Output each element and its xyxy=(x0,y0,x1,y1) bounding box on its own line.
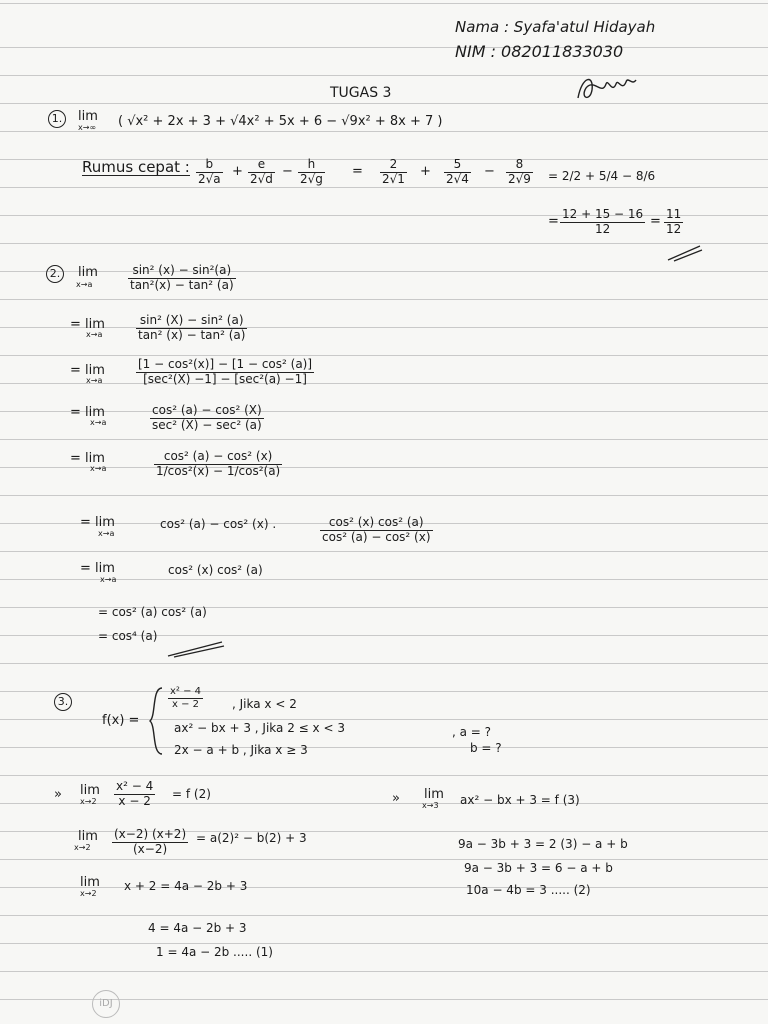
eq-1: 4 = 4a − 2b + 3 xyxy=(148,921,247,935)
step-4: cos² (a) − cos² (X) sec² (X) − sec² (a) xyxy=(152,403,262,432)
limit-subscript: x→∞ xyxy=(78,123,97,132)
fraction-result: $\frac{11}{12}$ xyxy=(666,207,682,236)
fx-label: f(x) = xyxy=(102,713,140,728)
fraction-8: $\frac{8}{2√9}$ xyxy=(508,157,531,186)
final-mark xyxy=(164,640,226,658)
limit-a-fraction: $\frac{\text{x² − 4}}{x - 2}$ xyxy=(116,779,154,808)
step-1: $\frac{\text{sin² (x) − sin²(a)}}{\text{tan²(x) − tan² (a)}}$ xyxy=(130,263,234,292)
page-title: TUGAS 3 xyxy=(330,85,392,101)
factored-result: = a(2)² − b(2) + 3 xyxy=(196,831,307,845)
ask-a: , a = ? xyxy=(452,725,492,739)
case-1-condition: , Jika x < 2 xyxy=(232,697,297,711)
step-6-fraction: $\frac{\text{cos² (x) cos² (a)}}{\text{cos² (a) − cos² (x)}}$ xyxy=(322,515,431,544)
step-9: = cos⁴ (a) xyxy=(98,629,158,643)
final-mark xyxy=(664,244,704,262)
step-5: $\frac{\text{cos² (a) − cos² (x)}}{\text{1/cos²(x) − 1/cos²(a)}}$ xyxy=(156,449,281,478)
fraction-sum: $\frac{12 + 15 - 16}{12}$ xyxy=(562,207,644,236)
right-eq-1: 9a − 3b + 3 = 2 (3) − a + b xyxy=(458,837,628,851)
brace xyxy=(148,686,164,756)
simplified-limit: x + 2 = 4a − 2b + 3 xyxy=(124,879,248,893)
student-nim: NIM : 082011833030 xyxy=(455,42,624,61)
case-1-fraction: $\frac{\text{x² − 4}}{x - 2}$ xyxy=(170,686,202,710)
problem-number: 1. xyxy=(48,110,66,128)
step-7: cos² (x) cos² (a) xyxy=(168,563,263,577)
fraction-b: $\frac{b}{2√a}$ xyxy=(198,157,221,186)
right-eq-2: 9a − 3b + 3 = 6 − a + b xyxy=(464,861,613,875)
signature-mark xyxy=(572,68,642,106)
ask-b: b = ? xyxy=(470,741,502,755)
student-name: Nama : Syafa'atul Hidayah xyxy=(455,18,656,36)
limit-b: ax² − bx + 3 = f (3) xyxy=(460,793,580,807)
factored-fraction: $\frac{(x-2) (x+2)}{(x-2)}$ xyxy=(114,827,187,856)
limit-symbol: lim xyxy=(78,109,98,124)
fraction-5: $\frac{5}{2√4}$ xyxy=(446,157,469,186)
step-3: [1 − cos²(x)] − [1 − cos² (a)] [sec²(X) −1] − [sec²(a) −1] xyxy=(138,357,313,386)
fraction-e: $\frac{e}{2√d}$ xyxy=(250,157,273,186)
notebook-page: Nama : Syafa'atul Hidayah NIM : 082011833030 TUGAS 3 1. lim x→∞ ( √x² + 2x + 3 + √4x² + 5x + 6 − √9x² + 8x + 7 ) Rumus cepat : $\frac{b}{2√a}$ + $\frac{e}{2√d}$ − $\frac{h}{2√g}$ = $\frac{2}{2√1}$ + $\frac{5}{2√4}$ − $\frac{8}{2√9}$ = 2/2 + 5/4 − 8/6 = $\frac{12 + 15 - 16}{12}$ = $\frac{11}{12}$ 2. lim x→a $\frac{\text{sin² (x) − sin²(a)}}{\text{tan²(x) − tan² (a)}}$ = lim x→a $\frac{\text{sin² (X) − sin² (a)}}{\text{tan² (x) − tan² (a)}}$ = lim x→a [1 − cos²(x)] − [1 − cos² (a)] [sec²(X) −1] − [sec²(a) −1] = lim x→a cos² (a) − cos² (X) sec² (X) − sec² (a) = lim x→a $\frac{\text{cos² (a) − cos² (x)}}{\text{1/cos²(x) − 1/cos²(a)}}$ = lim x→a cos² (a) − cos² (x) . $\frac{\text{cos² (x) cos² (a)}}{\text{cos² (a) − cos² (x)}}$ = lim x→a cos² (x) cos² (a) = cos² (a) cos² (a) = cos⁴ (a) 3. f(x) = $\frac{\text{x² − 4}}{x - 2}$ , Jika x < 2 ax² − bx + 3 , Jika 2 ≤ x < 3 2x − a + b , Jika x ≥ 3 , a = ? b = ? » lim x→2 $\frac{\text{x² − 4}}{x - 2}$ = f (2) » lim x→3 ax² − bx + 3 = f (3) lim x→2 $\frac{(x-2) (x+2)}{(x-2)}$ = a(2)² − b(2) + 3 lim x→2 x + 2 = 4a − 2b + 3 9a − 3b + 3 = 2 (3) − a + b 9a − 3b + 3 = 6 − a + b 10a − 4b = 3 ..... (2) 4 = 4a − 2b + 3 1 = 4a − 2b ..... (1) iDJ xyxy=(0,0,768,1024)
limit-a-result: = f (2) xyxy=(172,787,211,801)
case-2: ax² − bx + 3 , Jika 2 ≤ x < 3 xyxy=(174,721,345,735)
result-line-1: = 2/2 + 5/4 − 8/6 xyxy=(548,169,656,183)
rumus-cepat-label: Rumus cepat : xyxy=(82,158,190,176)
watermark-logo: iDJ xyxy=(92,990,120,1018)
case-3: 2x − a + b , Jika x ≥ 3 xyxy=(174,743,308,757)
fraction-2: $\frac{2}{2√1}$ xyxy=(382,157,405,186)
problem1-expression: ( √x² + 2x + 3 + √4x² + 5x + 6 − √9x² + 8x + 7 ) xyxy=(118,114,443,129)
step-6-left: cos² (a) − cos² (x) . xyxy=(160,517,277,531)
problem-number: 3. xyxy=(54,693,72,711)
step-8: = cos² (a) cos² (a) xyxy=(98,605,207,619)
eq-2: 1 = 4a − 2b ..... (1) xyxy=(156,945,273,959)
fraction-h: $\frac{h}{2√g}$ xyxy=(300,157,323,186)
problem-number: 2. xyxy=(46,265,64,283)
right-eq-3: 10a − 4b = 3 ..... (2) xyxy=(466,883,591,897)
step-2: $\frac{\text{sin² (X) − sin² (a)}}{\text{tan² (x) − tan² (a)}}$ xyxy=(138,313,246,342)
